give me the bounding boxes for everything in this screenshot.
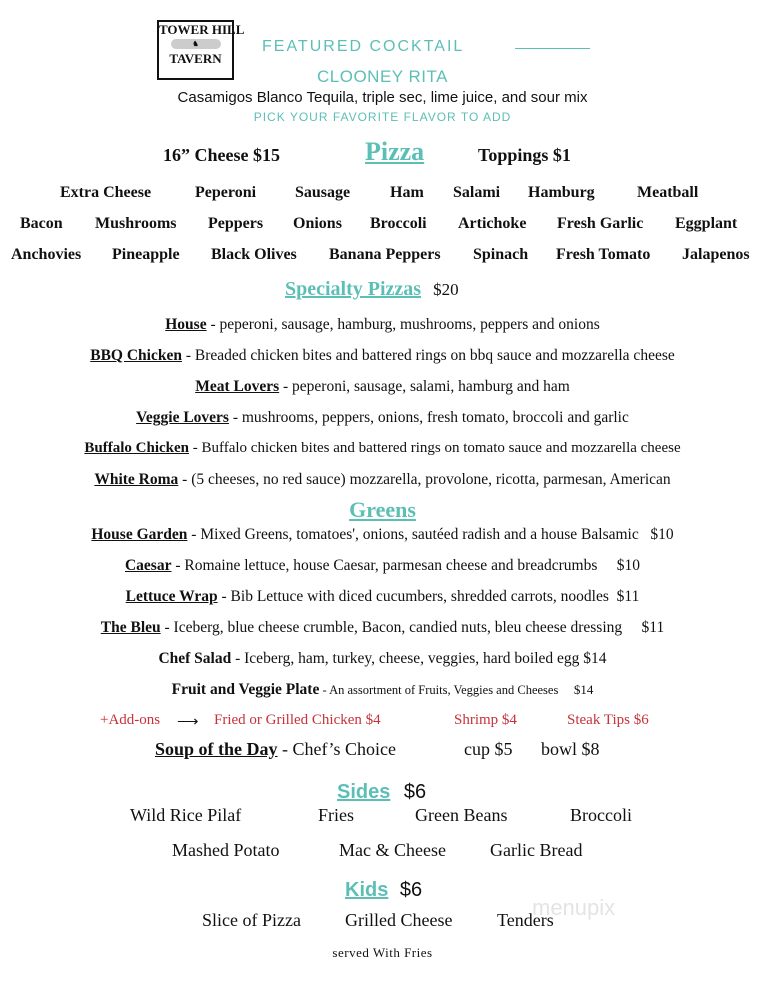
specialty-heading: [285, 278, 459, 301]
topping: Peppers: [208, 215, 264, 232]
soup-bowl-price: bowl $8: [541, 739, 600, 759]
item-desc: - peperoni, sausage, salami, hamburg and ham: [279, 378, 570, 395]
item-name: White Roma: [94, 471, 179, 488]
side-item: Wild Rice Pilaf: [130, 805, 242, 825]
topping: Pineapple: [112, 246, 180, 263]
menu-item: [0, 440, 765, 457]
topping: Fresh Tomato: [556, 246, 651, 263]
topping: Onions: [293, 215, 342, 232]
logo-line1: TOWER HILL: [159, 22, 245, 37]
kids-note: served With Fries: [332, 945, 433, 960]
addon-item: Fried or Grilled Chicken $4: [214, 712, 381, 728]
side-item: Garlic Bread: [490, 840, 583, 860]
item-name: Buffalo Chicken: [84, 440, 189, 456]
item-name: Meat Lovers: [195, 378, 280, 395]
menu-item: [0, 409, 765, 427]
item-name: House Garden: [91, 526, 188, 543]
menu-item: [0, 650, 765, 668]
topping: Jalapenos: [682, 246, 750, 263]
item-name: BBQ Chicken: [90, 347, 182, 364]
topping: Black Olives: [211, 246, 297, 263]
item-name: Lettuce Wrap: [125, 588, 218, 605]
topping: Spinach: [473, 246, 529, 263]
greens-title: Greens: [349, 497, 416, 522]
toppings-price: Toppings $1: [478, 145, 571, 165]
topping: Artichoke: [458, 215, 527, 232]
topping: Eggplant: [675, 215, 738, 232]
topping: Anchovies: [11, 246, 82, 263]
item-name: Caesar: [124, 557, 172, 574]
topping: Extra Cheese: [60, 184, 152, 201]
greens-heading: [0, 497, 765, 523]
sides-heading: [337, 781, 426, 804]
addons-label: +Add-ons: [100, 712, 161, 728]
menu-item: [0, 619, 765, 637]
menu-item: [0, 347, 765, 365]
kids-item: Tenders: [497, 910, 554, 930]
item-desc: - peperoni, sausage, hamburg, mushrooms, peppers and onions: [206, 316, 600, 333]
divider: [515, 48, 590, 49]
side-item: Green Beans: [415, 805, 508, 825]
topping: Peperoni: [195, 184, 257, 201]
menu-item: [0, 526, 765, 544]
addon-item: Shrimp $4: [454, 712, 517, 728]
topping: Fresh Garlic: [557, 215, 644, 232]
cocktail-note: PICK YOUR FAVORITE FLAVOR TO ADD: [253, 110, 512, 124]
item-name: Veggie Lovers: [136, 409, 229, 426]
side-item: Mac & Cheese: [339, 840, 446, 860]
sides-price: $6: [403, 781, 427, 803]
menu-item: [0, 378, 765, 396]
kids-heading: [345, 879, 422, 902]
specialty-price: $20: [433, 280, 459, 299]
item-name: Chef Salad: [158, 650, 232, 667]
cheese-pizza-price: 16” Cheese $15: [163, 145, 280, 165]
item-desc: - Buffalo chicken bites and battered rings on tomato sauce and mozzarella cheese: [189, 440, 681, 456]
topping: Bacon: [20, 215, 63, 232]
item-desc: - mushrooms, peppers, onions, fresh tomato, broccoli and garlic: [228, 409, 629, 426]
item-desc: - Bib Lettuce with diced cucumbers, shredded carrots, noodles: [217, 588, 609, 605]
item-name: House: [165, 316, 207, 333]
sides-title: Sides: [337, 781, 391, 803]
topping: Banana Peppers: [329, 246, 441, 263]
item-desc: - Iceberg, blue cheese crumble, Bacon, candied nuts, bleu cheese dressing: [160, 619, 623, 636]
item-price: $14: [583, 650, 607, 667]
kids-item: Slice of Pizza: [202, 910, 301, 930]
side-item: Broccoli: [570, 805, 632, 825]
item-price: $11: [641, 619, 665, 636]
item-desc: - Mixed Greens, tomatoes', onions, sautéed radish and a house Balsamic: [187, 526, 639, 543]
logo-line2: TAVERN: [169, 51, 222, 66]
topping: Broccoli: [370, 215, 427, 232]
topping: Mushrooms: [95, 215, 177, 232]
addon-item: Steak Tips $6: [567, 712, 649, 728]
item-price: $10: [650, 526, 674, 543]
menu-item: [0, 588, 765, 606]
featured-cocktail-heading: FEATURED COCKTAIL: [262, 38, 465, 55]
horse-carriage-icon: ♞: [171, 39, 221, 49]
pizza-heading: Pizza: [365, 137, 425, 166]
arrow-right-icon: ⟶: [177, 714, 199, 730]
item-name: Fruit and Veggie Plate: [171, 681, 320, 698]
topping: Salami: [453, 184, 501, 201]
item-name: The Bleu: [100, 619, 161, 636]
soup-desc: - Chef’s Choice: [277, 739, 396, 759]
soup-name: Soup of the Day: [155, 739, 278, 759]
side-item: Fries: [318, 805, 354, 825]
soup-of-the-day: [155, 739, 396, 760]
kids-item: Grilled Cheese: [345, 910, 453, 930]
cocktail-name: CLOONEY RITA: [316, 67, 448, 86]
topping: Ham: [390, 184, 424, 201]
item-price: $10: [616, 557, 640, 574]
item-desc: - An assortment of Fruits, Veggies and Cheeses: [319, 683, 559, 697]
watermark: menupix: [532, 895, 616, 920]
topping: Sausage: [295, 184, 351, 201]
specialty-title: Specialty Pizzas: [285, 278, 422, 300]
menu-item: [0, 681, 765, 699]
item-price: $11: [616, 588, 640, 605]
item-desc: - Romaine lettuce, house Caesar, parmesan cheese and breadcrumbs: [171, 557, 598, 574]
kids-price: $6: [399, 879, 423, 901]
item-desc: - Breaded chicken bites and battered rings on bbq sauce and mozzarella cheese: [181, 347, 675, 364]
topping: Meatball: [637, 184, 699, 201]
topping: Hamburg: [528, 184, 595, 201]
cocktail-ingredients: Casamigos Blanco Tequila, triple sec, lime juice, and sour mix: [177, 89, 588, 106]
item-desc: - (5 cheeses, no red sauce) mozzarella, provolone, ricotta, parmesan, American: [178, 471, 671, 488]
menu-item: [0, 316, 765, 334]
item-price: $14: [573, 682, 594, 697]
menu-item: [0, 471, 765, 489]
kids-title: Kids: [345, 879, 389, 901]
menu-item: [0, 557, 765, 575]
soup-cup-price: cup $5: [464, 739, 513, 759]
item-desc: - Iceberg, ham, turkey, cheese, veggies, hard boiled egg: [231, 650, 580, 667]
side-item: Mashed Potato: [172, 840, 280, 860]
